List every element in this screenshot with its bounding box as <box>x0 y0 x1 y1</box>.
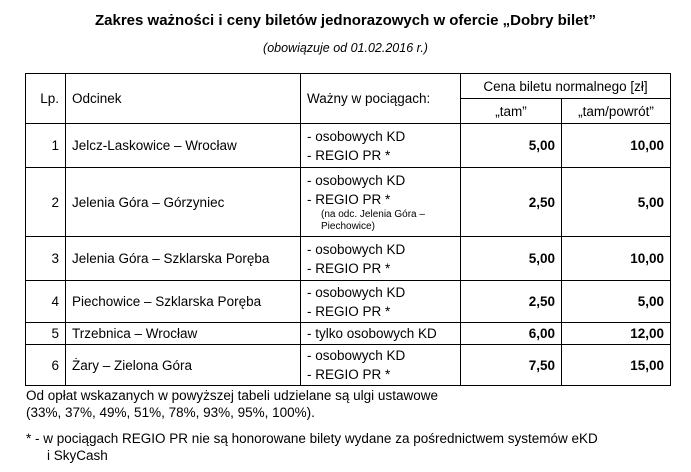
valid-line: - osobowych KD <box>307 173 406 188</box>
table-row <box>26 237 671 281</box>
valid-line: - osobowych KD <box>307 241 406 257</box>
valid-line: - REGIO PR * <box>307 192 391 207</box>
document-title: Zakres ważności i ceny biletów jednorazowych w ofercie „Dobry bilet” <box>95 12 596 29</box>
table-row <box>26 281 671 323</box>
header-lp: Lp. <box>26 74 66 124</box>
header-return: „tam/powrót” <box>562 99 671 124</box>
discount-note: Od opłat wskazanych w powyższej tabeli udzielane są ulgi ustawowe <box>26 388 438 403</box>
valid-line: - tylko osobowych KD <box>307 326 437 341</box>
header-price-group: Cena biletu normalnego [zł] <box>461 74 671 99</box>
price-one-way: 5,00 <box>461 124 562 168</box>
valid-line: - osobowych KD <box>307 128 406 144</box>
valid-note-line: Piechowice) <box>321 221 375 232</box>
row-valid-in <box>301 281 461 323</box>
valid-line: - REGIO PR * <box>307 147 391 163</box>
valid-note-line: (na odc. Jelenia Góra – <box>321 209 425 220</box>
discount-percentages: (33%, 37%, 49%, 51%, 78%, 93%, 95%, 100%). <box>26 405 315 420</box>
valid-line: - REGIO PR * <box>307 260 391 276</box>
row-lp: 4 <box>26 281 66 323</box>
table-row <box>26 345 671 386</box>
header-route: Odcinek <box>66 74 301 124</box>
price-return: 5,00 <box>562 168 671 237</box>
row-valid-in <box>301 124 461 168</box>
table-header-row <box>26 74 671 99</box>
regio-footnote: * - w pociągach REGIO PR nie są honorowane bilety wydane za pośrednictwem systemów eKD <box>26 431 598 446</box>
valid-line: - osobowych KD <box>307 284 406 300</box>
row-valid-in <box>301 345 461 386</box>
price-return: 10,00 <box>562 237 671 281</box>
table-row <box>26 168 671 237</box>
table-row <box>26 124 671 168</box>
row-lp: 3 <box>26 237 66 281</box>
row-lp: 2 <box>26 168 66 237</box>
price-return: 5,00 <box>562 281 671 323</box>
valid-line: - REGIO PR * <box>307 303 391 319</box>
row-route: Jelcz-Laskowice – Wrocław <box>66 124 301 168</box>
price-return: 12,00 <box>562 323 671 345</box>
price-one-way: 6,00 <box>461 323 562 345</box>
row-route: Jelenia Góra – Górzyniec <box>66 168 301 237</box>
row-valid-in <box>301 323 461 345</box>
row-lp: 5 <box>26 323 66 345</box>
price-one-way: 2,50 <box>461 281 562 323</box>
price-one-way: 5,00 <box>461 237 562 281</box>
validity-date: (obowiązuje od 01.02.2016 r.) <box>263 41 428 55</box>
valid-line: - osobowych KD <box>307 348 406 363</box>
row-route: Trzebnica – Wrocław <box>66 323 301 345</box>
header-one-way: „tam” <box>461 99 562 124</box>
price-return: 10,00 <box>562 124 671 168</box>
row-route: Żary – Zielona Góra <box>66 345 301 386</box>
row-valid-in <box>301 237 461 281</box>
row-route: Jelenia Góra – Szklarska Poręba <box>66 237 301 281</box>
regio-footnote-continued: i SkyCash <box>47 448 108 463</box>
price-return: 15,00 <box>562 345 671 386</box>
price-one-way: 7,50 <box>461 345 562 386</box>
header-valid-in: Ważny w pociągach: <box>301 74 461 124</box>
row-lp: 1 <box>26 124 66 168</box>
fares-table <box>25 73 671 386</box>
table-row <box>26 323 671 345</box>
price-one-way: 2,50 <box>461 168 562 237</box>
row-route: Piechowice – Szklarska Poręba <box>66 281 301 323</box>
valid-line: - REGIO PR * <box>307 367 391 382</box>
row-valid-in <box>301 168 461 237</box>
row-lp: 6 <box>26 345 66 386</box>
